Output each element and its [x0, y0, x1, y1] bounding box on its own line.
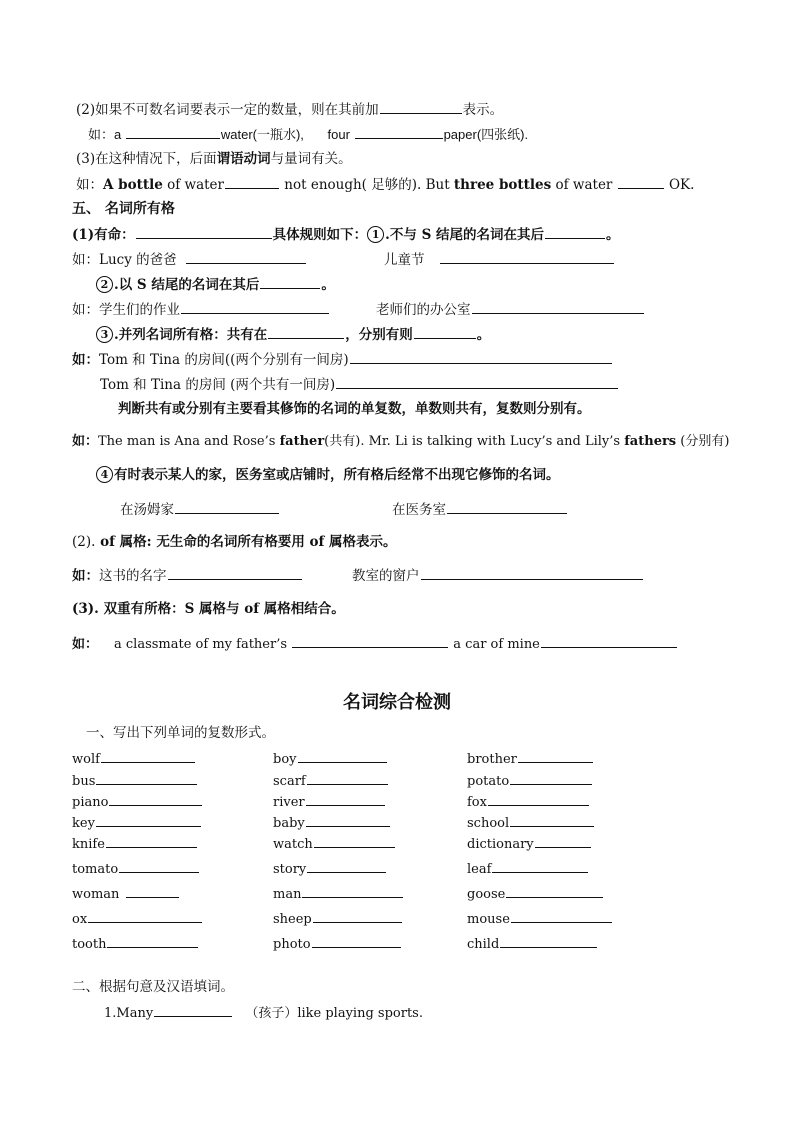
blank[interactable]: [292, 634, 448, 648]
plural-item: [467, 835, 592, 853]
word-label: school: [467, 816, 510, 831]
answer-blank[interactable]: [518, 750, 593, 763]
blank[interactable]: [414, 325, 476, 339]
line-example-bottle: 如：A bottle of water not enough( 足够的). But three bottles of water OK.: [76, 177, 695, 193]
blank[interactable]: [447, 500, 567, 514]
circled-number: 2: [96, 276, 113, 293]
rule-double-genitive: (3). 双重有所格：S 属格与 of 属格相结合。: [72, 601, 345, 617]
plural-item: [273, 814, 391, 832]
plural-item: [72, 814, 202, 832]
blank[interactable]: [618, 175, 664, 189]
circled-number: 4: [96, 466, 113, 483]
answer-blank[interactable]: [107, 935, 198, 948]
answer-blank[interactable]: [109, 793, 202, 806]
example-clinic: 在医务室: [392, 500, 568, 519]
word-label: scarf: [273, 774, 306, 789]
plural-item: [273, 935, 402, 953]
rule-2: 2 .以 S 结尾的名词在其后 。: [96, 275, 335, 294]
answer-blank[interactable]: [306, 793, 385, 806]
example-tom-tina-shared: Tom 和 Tina 的房间 (两个共有一间房): [100, 375, 619, 394]
answer-blank[interactable]: [307, 860, 386, 873]
section-heading-possessive: 五、 名词所有格: [72, 201, 175, 217]
word-label: knife: [72, 837, 105, 852]
word-label: leaf: [467, 862, 492, 877]
rule-note-singular-plural: 判断共有或分别有主要看其修饰的名词的单复数，单数则共有，复数则分别有。: [118, 401, 591, 417]
example-tom-tina-separate: 如：Tom 和 Tina 的房间((两个分别有一间房): [72, 350, 613, 369]
blank[interactable]: [336, 375, 618, 389]
blank[interactable]: [421, 566, 643, 580]
example-classroom-window: 教室的窗户: [352, 566, 644, 585]
plural-item: [273, 835, 396, 853]
answer-blank[interactable]: [106, 835, 197, 848]
word-label: ox: [72, 912, 88, 927]
word-label: photo: [273, 937, 311, 952]
plural-item: [72, 885, 180, 903]
rule-of-genitive: (2). of 属格: 无生命的名词所有格要用 of 属格表示。: [72, 534, 397, 550]
answer-blank[interactable]: [119, 860, 199, 873]
plural-item: [467, 814, 595, 832]
plural-item: [467, 860, 589, 878]
answer-blank[interactable]: [302, 885, 403, 898]
answer-blank[interactable]: [96, 814, 201, 827]
example-classmate: 如： a classmate of my father’s a car of mine: [72, 634, 678, 654]
circled-number: 3: [96, 326, 113, 343]
plural-item: [72, 935, 199, 953]
plural-item: [467, 772, 593, 790]
answer-blank[interactable]: [96, 772, 197, 785]
word-label: key: [72, 816, 95, 831]
plural-item: [273, 750, 388, 768]
blank[interactable]: [350, 350, 612, 364]
word-label: brother: [467, 752, 517, 767]
answer-blank[interactable]: [488, 793, 589, 806]
part1-instruction: 一、写出下列单词的复数形式。: [86, 725, 275, 741]
circled-number: 1: [367, 226, 384, 243]
plural-item: [273, 793, 386, 811]
answer-blank[interactable]: [535, 835, 591, 848]
blank[interactable]: [136, 225, 272, 239]
answer-blank[interactable]: [510, 814, 594, 827]
answer-blank[interactable]: [492, 860, 588, 873]
word-label: tomato: [72, 862, 119, 877]
blank[interactable]: [545, 225, 605, 239]
word-label: sheep: [273, 912, 312, 927]
answer-blank[interactable]: [101, 750, 195, 763]
question-1: 1.Many （孩子）like playing sports.: [104, 1003, 423, 1023]
plural-item: [467, 935, 598, 953]
word-label: watch: [273, 837, 313, 852]
plural-item: [72, 910, 203, 928]
word-label: story: [273, 862, 307, 877]
plural-item: [72, 860, 200, 878]
word-label: mouse: [467, 912, 510, 927]
plural-item: [273, 885, 404, 903]
answer-blank[interactable]: [511, 910, 612, 923]
plural-item: [72, 835, 198, 853]
blank[interactable]: [168, 566, 302, 580]
blank[interactable]: [472, 300, 644, 314]
line-uncountable-rule: (2)如果不可数名词要表示一定的数量，则在其前加 表示。: [76, 102, 504, 118]
plural-item: [467, 793, 590, 811]
rule-3: 3 .并列名词所有格：共有在 ，分别有则 。: [96, 325, 490, 344]
answer-blank[interactable]: [88, 910, 202, 923]
example-row-2: 如：Lucy 的爸爸: [72, 250, 307, 269]
answer-blank[interactable]: [500, 935, 597, 948]
word-label: baby: [273, 816, 305, 831]
answer-blank[interactable]: [313, 910, 402, 923]
example-teachers-office: 老师们的办公室: [376, 300, 645, 319]
blank[interactable]: [154, 1003, 232, 1017]
answer-blank[interactable]: [307, 772, 388, 785]
answer-blank[interactable]: [126, 885, 179, 898]
test-title: 名词综合检测: [343, 692, 451, 713]
blank[interactable]: [126, 125, 220, 139]
word-label: boy: [273, 752, 297, 767]
example-toms-home: 在汤姆家: [120, 500, 280, 519]
word-label: piano: [72, 795, 109, 810]
blank[interactable]: [175, 500, 279, 514]
plural-item: [72, 750, 196, 768]
line-verb-rule: (3)在这种情况下，后面谓语动词与量词有关。: [76, 151, 352, 167]
plural-item: [467, 910, 613, 928]
blank[interactable]: [268, 325, 344, 339]
part2-instruction: 二、根据句意及汉语填词。: [72, 979, 234, 995]
blank[interactable]: [186, 250, 306, 264]
word-label: woman: [72, 887, 120, 902]
plural-item: [273, 772, 389, 790]
word-label: goose: [467, 887, 506, 902]
plural-item: [72, 793, 203, 811]
blank[interactable]: [440, 250, 614, 264]
blank[interactable]: [181, 300, 329, 314]
answer-blank[interactable]: [298, 750, 387, 763]
word-label: tooth: [72, 937, 107, 952]
word-label: potato: [467, 774, 510, 789]
line-example-water-paper: 如：a water(一瓶水), four paper(四张纸).: [88, 127, 529, 142]
word-label: river: [273, 795, 305, 810]
answer-blank[interactable]: [510, 772, 592, 785]
example-row-4: 如：学生们的作业: [72, 300, 330, 319]
answer-blank[interactable]: [314, 835, 395, 848]
blank[interactable]: [260, 275, 320, 289]
blank[interactable]: [380, 100, 462, 114]
answer-blank[interactable]: [506, 885, 603, 898]
example-childrens-day: 儿童节: [384, 250, 615, 269]
rule-1: (1)有命： 具体规则如下： 1 .不与 S 结尾的名词在其后 。: [72, 227, 620, 243]
word-label: fox: [467, 795, 487, 810]
word-label: man: [273, 887, 302, 902]
word-label: bus: [72, 774, 96, 789]
blank[interactable]: [355, 125, 443, 139]
plural-item: [72, 772, 198, 790]
answer-blank[interactable]: [306, 814, 390, 827]
word-label: wolf: [72, 752, 100, 767]
rule-4: 4 有时表示某人的家，医务室或店铺时，所有格后经常不出现它修饰的名词。: [96, 466, 560, 484]
plural-item: [273, 860, 387, 878]
word-label: child: [467, 937, 500, 952]
blank[interactable]: [541, 634, 677, 648]
word-label: dictionary: [467, 837, 534, 852]
example-father-fathers: 如：The man is Ana and Rose’s father(共有). Mr. Li is talking with Lucy’s and Lily’s fathers (分别有): [72, 434, 730, 449]
plural-item: [273, 910, 403, 928]
blank[interactable]: [225, 175, 279, 189]
plural-item: [467, 885, 604, 903]
example-book-name: 如：这书的名字: [72, 566, 303, 585]
answer-blank[interactable]: [312, 935, 401, 948]
plural-item: [467, 750, 594, 768]
